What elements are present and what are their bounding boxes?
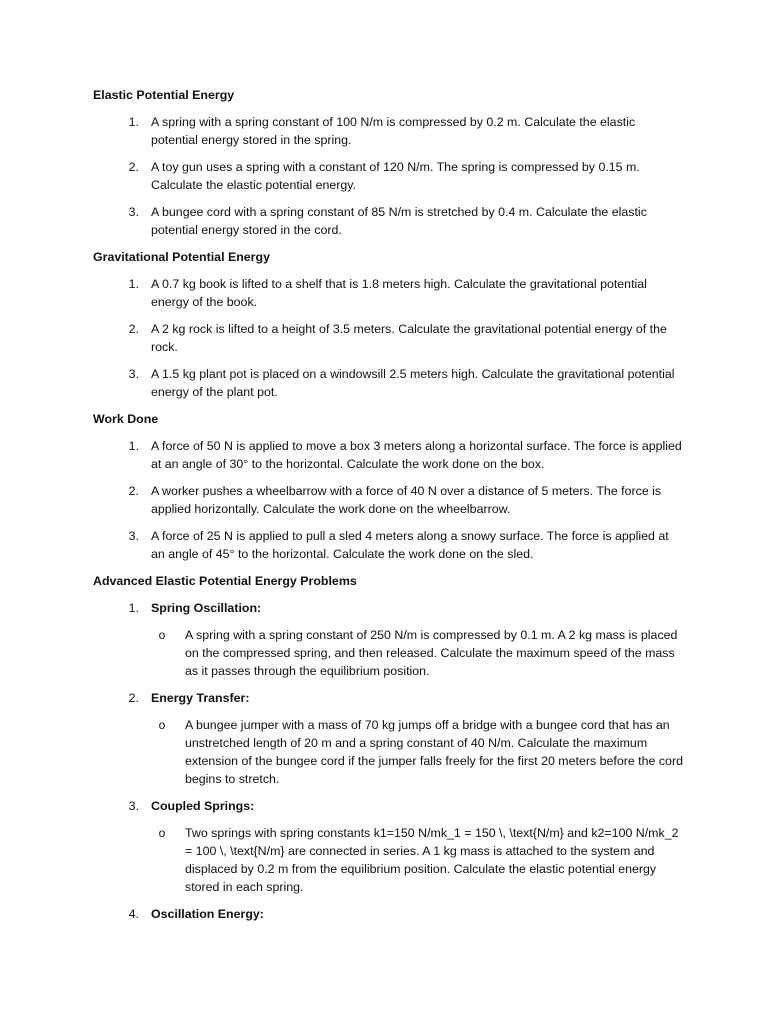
problem-title: Spring Oscillation: xyxy=(151,601,262,615)
document-content xyxy=(93,86,683,932)
list-item xyxy=(93,689,683,788)
item-text: A force of 25 N is applied to pull a sled 4 meters along a snowy surface. The force is applied at an angle of 45° to the horizontal. Calculate the work done on the sled. xyxy=(151,529,669,561)
bullet-marker: o xyxy=(158,826,166,840)
section-heading: Gravitational Potential Energy xyxy=(93,250,270,264)
problem-title: Coupled Springs: xyxy=(151,799,255,813)
item-number: 3. xyxy=(128,367,139,381)
section-heading: Work Done xyxy=(93,412,159,426)
question-list xyxy=(93,113,683,239)
list-item xyxy=(93,527,683,563)
problem-text: A spring with a spring constant of 250 N/m is compressed by 0.1 m. A 2 kg mass is placed on the compressed spring, and then released. Calculate the maximum speed of the mass as it passes through the equilibrium position. xyxy=(185,628,678,678)
item-text: A worker pushes a wheelbarrow with a force of 40 N over a distance of 5 meters. The force is applied horizontally. Calculate the work done on the wheelbarrow. xyxy=(151,484,662,516)
item-number: 2. xyxy=(128,160,139,174)
item-text: A 2 kg rock is lifted to a height of 3.5 meters. Calculate the gravitational potential energy of the rock. xyxy=(151,322,667,354)
item-number: 1. xyxy=(128,439,139,453)
item-number: 3. xyxy=(128,529,139,543)
item-text: A spring with a spring constant of 100 N/m is compressed by 0.2 m. Calculate the elastic potential energy stored in the spring. xyxy=(151,115,636,147)
question-list xyxy=(93,437,683,563)
list-item xyxy=(93,482,683,518)
item-number: 4. xyxy=(128,907,139,921)
item-text: A 0.7 kg book is lifted to a shelf that is 1.8 meters high. Calculate the gravitational potential energy of the book. xyxy=(151,277,647,309)
list-item xyxy=(93,905,683,923)
question-list xyxy=(93,275,683,401)
item-text: A 1.5 kg plant pot is placed on a windowsill 2.5 meters high. Calculate the gravitational potential energy of the plant pot. xyxy=(151,367,675,399)
list-item xyxy=(93,320,683,356)
section-heading: Advanced Elastic Potential Energy Problems xyxy=(93,574,357,588)
list-item xyxy=(93,275,683,311)
item-number: 2. xyxy=(128,484,139,498)
problem-list xyxy=(93,599,683,923)
list-item xyxy=(93,437,683,473)
list-item xyxy=(93,599,683,680)
item-number: 1. xyxy=(128,277,139,291)
list-item xyxy=(93,158,683,194)
item-number: 1. xyxy=(128,601,139,615)
bullet-marker: o xyxy=(158,628,166,642)
item-number: 2. xyxy=(128,322,139,336)
bullet-marker: o xyxy=(158,718,166,732)
list-item xyxy=(93,203,683,239)
problem-title: Energy Transfer: xyxy=(151,691,250,705)
list-item xyxy=(93,113,683,149)
section-heading: Elastic Potential Energy xyxy=(93,88,235,102)
item-number: 3. xyxy=(128,205,139,219)
list-item xyxy=(93,365,683,401)
item-text: A force of 50 N is applied to move a box 3 meters along a horizontal surface. The force is applied at an angle of 30° to the horizontal. Calculate the work done on the box. xyxy=(151,439,682,471)
item-number: 1. xyxy=(128,115,139,129)
problem-text: Two springs with spring constants k1=150 N/mk_1 = 150 \, \text{N/m} and k2=100 N/mk_2 = 100 \, \text{N/m} are connected in series. A 1 kg mass is attached to the system and displaced by 0.2 m from the equilibrium position. Calculate the elastic potential energy stored in each spring. xyxy=(185,826,679,894)
item-text: A toy gun uses a spring with a constant of 120 N/m. The spring is compressed by 0.15 m. Calculate the elastic potential energy. xyxy=(151,160,640,192)
item-text: A bungee cord with a spring constant of 85 N/m is stretched by 0.4 m. Calculate the elastic potential energy stored in the cord. xyxy=(151,205,647,237)
item-number: 2. xyxy=(128,691,139,705)
problem-text: A bungee jumper with a mass of 70 kg jumps off a bridge with a bungee cord that has an unstretched length of 20 m and a spring constant of 40 N/m. Calculate the maximum extension of the bungee cord if the jumper falls freely for the first 20 meters before the cord begins to stretch. xyxy=(185,718,683,786)
list-item xyxy=(93,797,683,896)
problem-title: Oscillation Energy: xyxy=(151,907,264,921)
item-number: 3. xyxy=(128,799,139,813)
